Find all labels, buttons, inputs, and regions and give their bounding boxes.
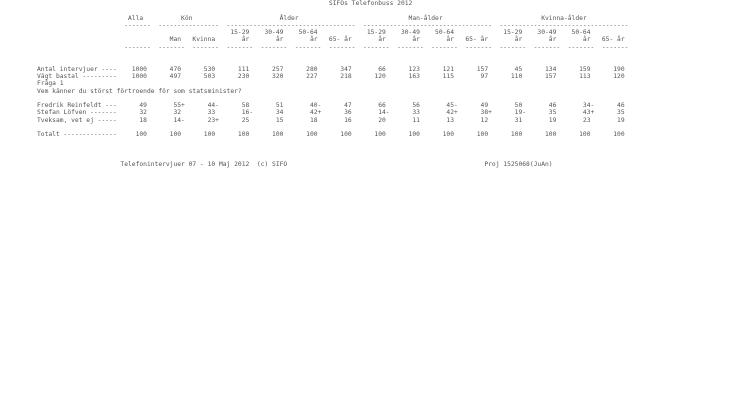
crosstab-report: SIFOs Telefonbuss 2012 Alla Kön Ålder Man-ålder Kvinna-ålder ------- ---------------- ---------------------------------- ---------------------------------- ---------------------------------- 15-29 30-49 50-64 15-29 30-49 50-64 15-29 30-49 50-64 Man Kvinna år år år 65- år år år år 65- år år år år 65- år ------- ------- ------- ------- ------- ------- ------- ------- ------- ------- ------- ------- ------- ------- ------- Antal intervjuer ---- 1000 470 530 111 257 280 347 66 123 121 157 45 134 159 190 Vägt bastal --------- 1000 497 503 230 320 227 218 120 163 115 97 110 157 113 120 Fråga 1 Vem känner du störst förtroende för som statsminister? Fredrik Reinfeldt --- 49 55+ 44- 58 51 40- 47 66 56 45- 49 50 46 34- 46 Stefan Löfven ------- 32 32 33 16- 34 42+ 36 14- 33 42+ 38+ 19- 35 43+ 35 Tveksam, vet ej ----- 18 14- 23+ 25 15 18 16 20 11 13 12 31 19 23 19 Totalt -------------- 100 100 100 100 100 100 100 100 100 100 100 100 100 100 100 Telefonintervjuer 07 - 10 Maj 2012 (c) SIFO Proj 1525068(JuAn): [37, 0, 629, 168]
